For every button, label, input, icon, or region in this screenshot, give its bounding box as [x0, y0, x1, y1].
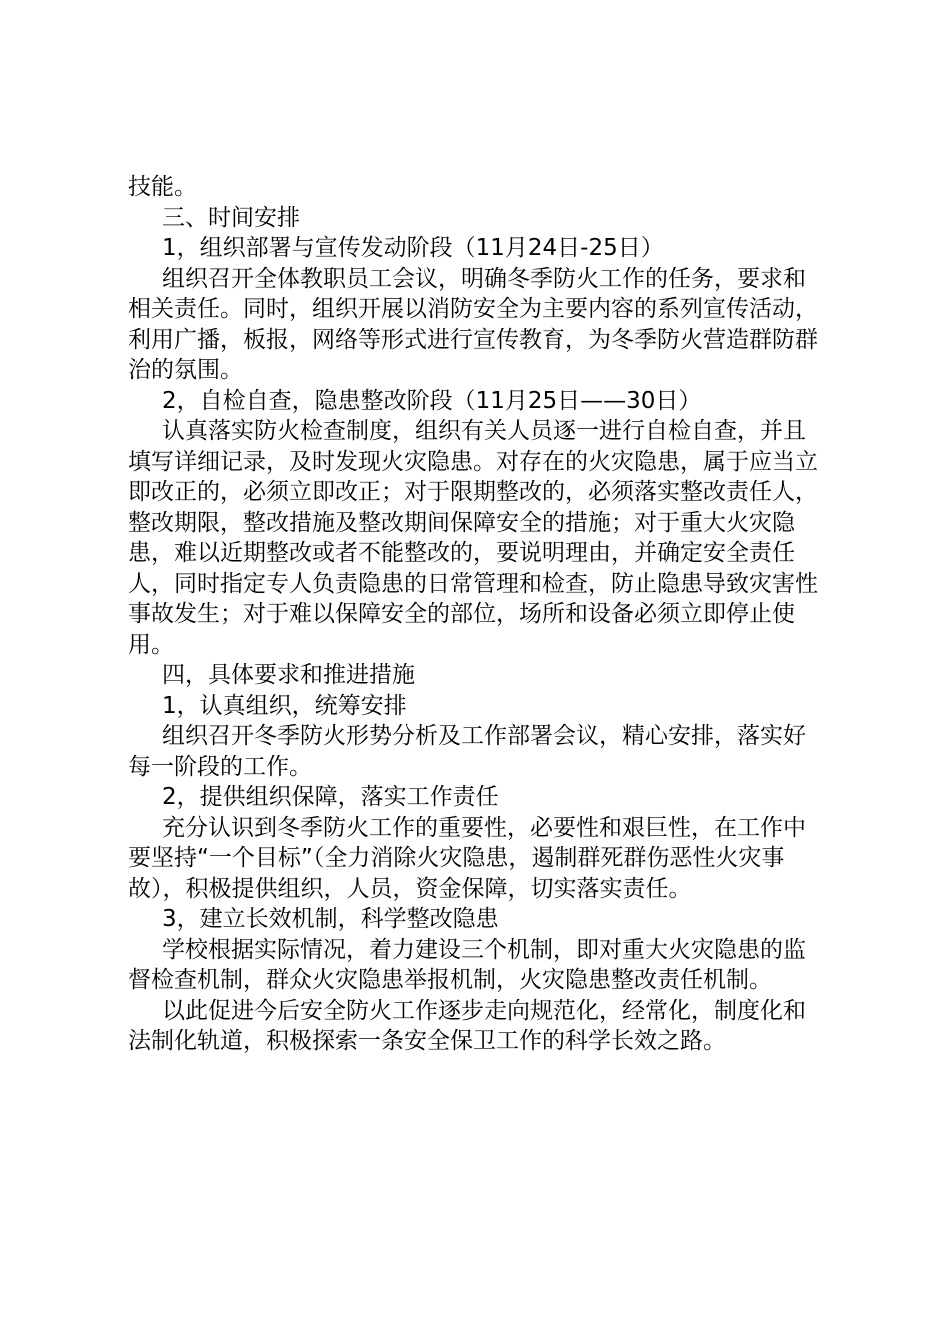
section-heading-requirements: 四，具体要求和推进措施 [162, 662, 415, 688]
paragraph-closing: 以此促进今后安全防火工作逐步走向规范化，经常化，制度化和法制化轨道，积极探索一条安全保卫工作的科学长效之路。 [128, 997, 806, 1054]
paragraph-requirement-2-body: 充分认识到冬季防火工作的重要性，必要性和艰巨性，在工作中要坚持“一个目标”（全力消除火灾隐患，遏制群死群伤恶性火灾事故），积极提供组织，人员，资金保障，切实落实责任。 [128, 814, 806, 902]
document-body [128, 172, 828, 1057]
paragraph-phase-1-body: 组织召开全体教职员工会议，明确冬季防火工作的任务，要求和相关责任。同时，组织开展以消防安全为主要内容的系列宣传活动，利用广播，板报，网络等形式进行宣传教育，为冬季防火营造群防群治的氛围。 [128, 265, 818, 383]
subheading-phase-2: 2，自检自查，隐患整改阶段（11月25日——30日） [162, 387, 702, 414]
subheading-requirement-1: 1，认真组织，统筹安排 [162, 692, 407, 719]
subheading-requirement-3: 3，建立长效机制，科学整改隐患 [162, 906, 499, 932]
subheading-requirement-2: 2，提供组织保障，落实工作责任 [162, 784, 499, 810]
subheading-phase-1: 1，组织部署与宣传发动阶段（11月24日-25日） [162, 235, 664, 261]
paragraph-requirement-1-body: 组织召开冬季防火形势分析及工作部署会议，精心安排，落实好每一阶段的工作。 [128, 723, 806, 780]
paragraph-continuation: 技能。 [128, 174, 197, 200]
section-heading-schedule: 三、时间安排 [162, 204, 300, 231]
paragraph-requirement-3-body: 学校根据实际情况，着力建设三个机制，即对重大火灾隐患的监督检查机制，群众火灾隐患举报机制，火灾隐患整改责任机制。 [128, 936, 806, 993]
paragraph-phase-2-body: 认真落实防火检查制度，组织有关人员逐一进行自检自查，并且填写详细记录，及时发现火灾隐患。对存在的火灾隐患，属于应当立即改正的，必须立即改正；对于限期整改的，必须落实整改责任人，整改期限，整改措施及整改期间保障安全的措施；对于重大火灾隐患，难以近期整改或者不能整改的，要说明理由，并确定安全责任人，同时指定专人负责隐患的日常管理和检查，防止隐患导致灾害性事故发生；对于难以保障安全的部位，场所和设备必须立即停止使用。 [128, 418, 818, 658]
